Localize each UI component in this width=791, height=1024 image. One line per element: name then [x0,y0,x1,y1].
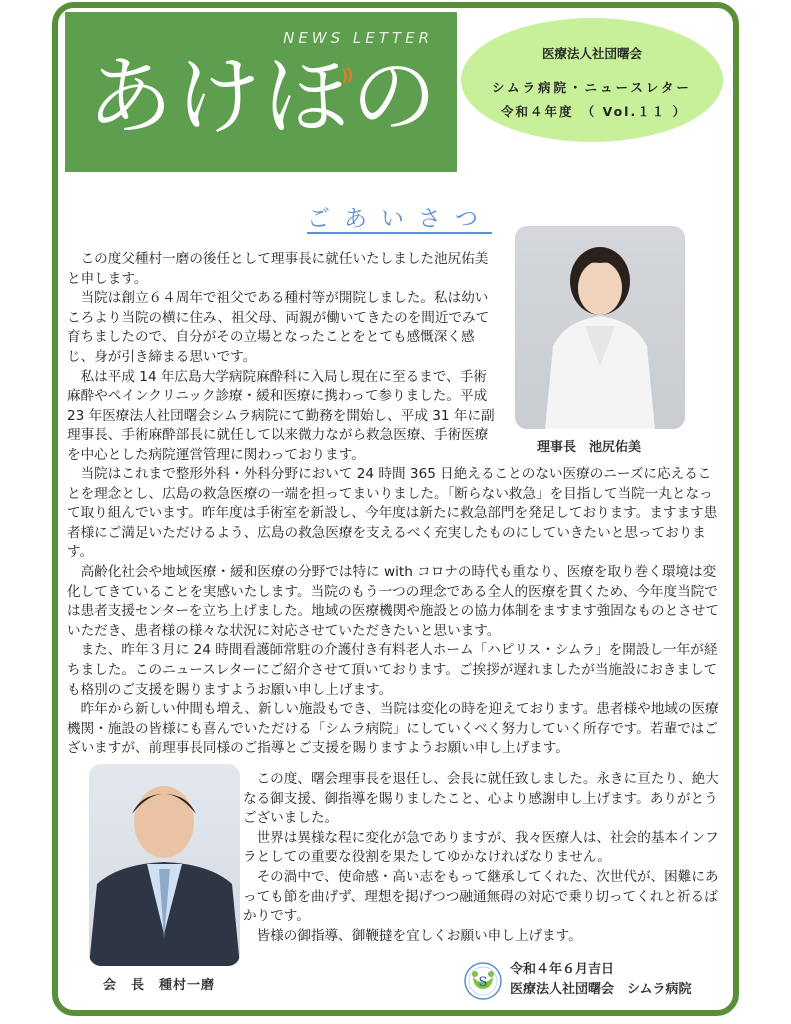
organization-signature: 医療法人社団曙会 シムラ病院 [510,982,692,997]
paragraph: 世界は異様な程に変化が急でありますが、我々医療人は、社会的基本インフラとしての重要な役割を果たしてゆかなければなりません。 [243,829,719,866]
newsletter-title: あけほの [87,47,439,147]
paragraph: この度、曙会理事長を退任し、会長に就任致しました。永きに亘たり、絶大なる御支援、御指導を賜りましたこと、心より感謝申し上げます。ありがとうございました。 [243,771,719,827]
dakuten-accent-icon [341,67,355,85]
footer-signature [510,960,691,1000]
issue-info-oval [461,18,723,142]
organization-name: 医療法人社団曙会 [541,46,642,61]
paragraph: 昨年から新しい仲間も増え、新しい施設もでき、当院は変化の時を迎えております。患者様や地域の医療機関・施設の皆様にも喜んでいただける「シムラ病院」にしていくべく努力していく所存です。若輩ではございますが、前理事長同様のご指導とご支援を賜りますようお願い申し上げます。 [67,701,719,757]
svg-text:S: S [478,975,488,990]
greeting-heading: ごあいさつ [307,206,492,232]
paragraph: 当院はこれまで整形外科・外科分野において 24 時間 365 日絶えることのない医療のニーズに応えることを理念とし、広島の救急医療の一端を担ってまいりました。「断らない救急」を目指して当院一丸となって取り組んでいます。昨年度は手術室を新設し、今年度は新たに救急部門を発足しております。ますます患者様にご満足いただけるよう、広島の救急医療を支えるべく充実したものにしていきたいと思っております。 [67,466,718,561]
person-silhouette-icon [89,764,240,966]
person-silhouette-icon [515,226,685,429]
hospital-message [67,465,722,759]
chairman-photo [515,226,685,429]
newsletter-label: NEWS LETTER [283,29,433,47]
masthead-banner [65,12,457,172]
paragraph: 私は平成 14 年広島大学病院麻酔科に入局し現在に至るまで、手術麻酔やペインクリニック診療・緩和医療に携わって参りました。平成 23 年医療法人社団曙会シムラ病院にて勤務を開始し、平成 31 年に副理事長、手術麻酔部長に就任して以来微力ながら救急医療、手術医療を中心とした病院運営管理に関わっております。 [67,368,495,463]
issue-date: 令和４年６月吉日 [510,962,615,977]
chairman-message [67,250,499,466]
chairman-caption: 理事長 池尻佑美 [537,440,642,455]
paragraph: その渦中で、使命感・高い志をもって継承してくれた、次世代が、困難にあっても節を曲げず、理想を掲げつつ融通無碍の対応で乗り切ってくれと祈るばかりです。 [243,868,719,925]
paragraph: 高齢化社会や地域医療・緩和医療の分野では特に with コロナの時代も重なり、医療を取り巻く環境は変化してきていることを実感いたします。当院のもう一つの理念である全人的医療を貫くため、今年度当院では患者支援センターを立ち上げました。地域の医療機関や施設との協力体制をますます強固なものとさせていただき、患者様の様々な状況に対応させていただきたいと思います。 [67,563,719,639]
edition-label: 令和４年度 （ Vol.１１ ） [501,104,688,119]
paragraph: 皆様の御指導、御鞭撻を宜しくお願い申し上げます。 [256,927,582,944]
paragraph: また、昨年３月に 24 時間看護師常駐の介護付き有料老人ホーム「ハピリス・シムラ」を開設し一年が経ちました。このニュースレターにご紹介させて頂いております。ご挨拶が遅れましたが当施設におきましても格別のご支援を賜りますようお願い申し上げます。 [67,642,718,698]
paragraph: 当院は創立６４周年で祖父である種村等が開院しました。私は幼いころより当院の横に住み、祖父母、両親が働いてきたのを間近でみて育ちましたので、自分がその立場となったことをとても感慨深く感じ、身が引き締まる思いです。 [67,290,490,365]
president-caption: 会 長 種村一磨 [103,978,216,993]
president-message [243,770,723,946]
paragraph: この度父種村一磨の後任として理事長に就任いたしました池尻佑美と申します。 [67,251,489,287]
newsletter-subtitle: シムラ病院・ニュースレター [492,80,692,95]
hospital-logo-icon [464,962,502,1000]
president-photo [89,764,240,966]
